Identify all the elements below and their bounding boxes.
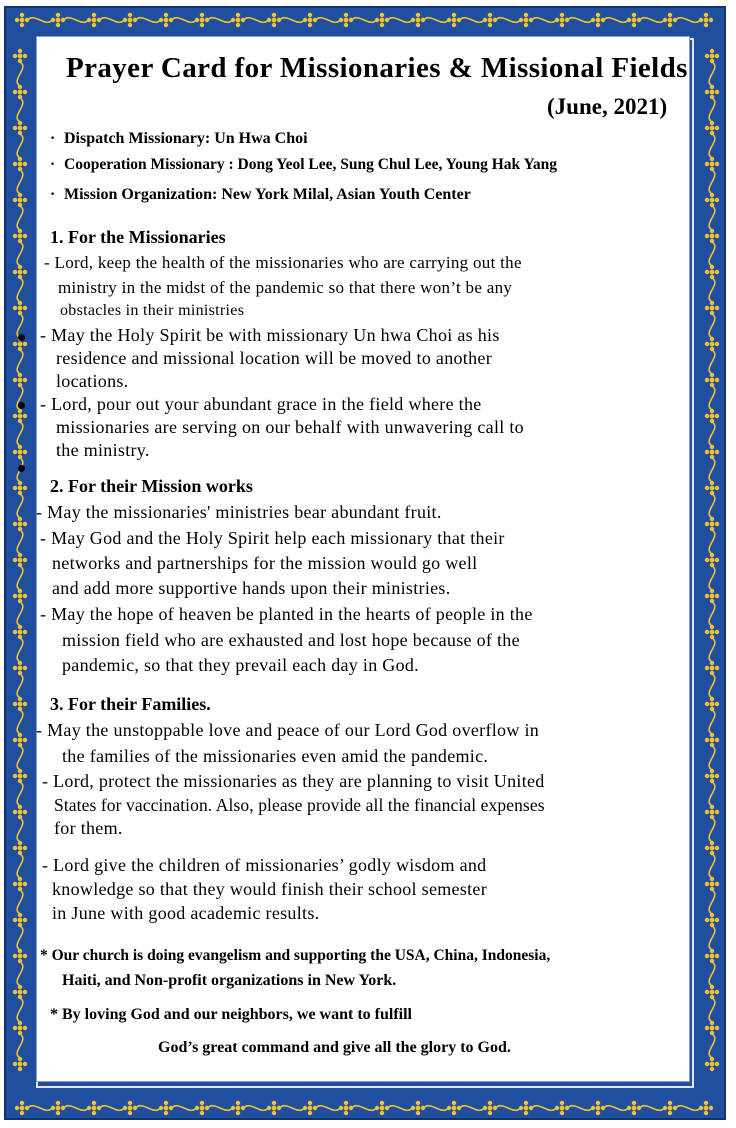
section-line: States for vaccination. Also, please provide all the financial expenses xyxy=(54,795,545,815)
section-line: pandemic, so that they prevail each day in God. xyxy=(62,655,419,675)
section-line: the ministry. xyxy=(56,440,150,460)
bullet-dot xyxy=(18,465,25,472)
church-note: * Our church is doing evangelism and supporting the USA, China, Indonesia, xyxy=(40,947,551,964)
section-line: mission field who are exhausted and lost hope because of the xyxy=(62,630,520,650)
section-line: ministry in the midst of the pandemic so that there won’t be any xyxy=(58,278,513,297)
section-heading: 2. For their Mission works xyxy=(50,476,253,496)
section-line: the families of the missionaries even amid the pandemic. xyxy=(62,746,489,766)
section-line: for them. xyxy=(54,818,123,838)
section-line: and add more supportive hands upon their ministries. xyxy=(52,578,451,598)
section-line: - May the missionaries' ministries bear abundant fruit. xyxy=(36,502,442,522)
church-note: Haiti, and Non-profit organizations in New York. xyxy=(62,972,397,989)
dispatch-missionary-line xyxy=(50,130,308,148)
section-line: obstacles in their ministries xyxy=(60,302,245,319)
cooperation-missionary-text: Cooperation Missionary : Dong Yeol Lee, Sung Chul Lee, Young Hak Yang xyxy=(64,156,558,173)
card-title: Prayer Card for Missionaries & Missional Fields xyxy=(66,52,688,84)
section-line: - May the unstoppable love and peace of our Lord God overflow in xyxy=(36,720,540,740)
section-line: locations. xyxy=(56,371,129,391)
closing-note: God’s great command and give all the glory to God. xyxy=(158,1039,511,1056)
bullet-dot xyxy=(18,402,25,409)
section-line: - May the Holy Spirit be with missionary Un hwa Choi as his xyxy=(40,325,500,345)
info-bullet: · xyxy=(50,156,56,173)
mission-organization-text: Mission Organization: New York Milal, Asian Youth Center xyxy=(64,186,471,203)
bullet-dot xyxy=(18,334,25,341)
section-line: - May the hope of heaven be planted in the hearts of people in the xyxy=(40,604,533,624)
closing-note: * By loving God and our neighbors, we want to fulfill xyxy=(50,1006,412,1023)
section-line: - Lord, pour out your abundant grace in the field where the xyxy=(40,394,482,414)
section-line: - Lord, protect the missionaries as they are planning to visit United xyxy=(42,771,545,791)
section-heading: 3. For their Families. xyxy=(50,694,211,714)
section-line: in June with good academic results. xyxy=(52,903,320,923)
section-line: missionaries are serving on our behalf with unwavering call to xyxy=(56,417,524,437)
section-line: residence and missional location will be moved to another xyxy=(56,348,492,368)
cooperation-missionary-line xyxy=(50,156,557,174)
info-bullet: · xyxy=(50,186,56,203)
info-bullet: · xyxy=(50,130,56,147)
section-line: knowledge so that they would finish their school semester xyxy=(52,879,488,899)
section-line: - May God and the Holy Spirit help each missionary that their xyxy=(40,528,505,548)
section-line: networks and partnerships for the mission would go well xyxy=(52,553,478,573)
mission-organization-line xyxy=(50,186,471,204)
dispatch-missionary-text: Dispatch Missionary: Un Hwa Choi xyxy=(64,130,308,147)
section-heading: 1. For the Missionaries xyxy=(50,227,226,247)
section-line: - Lord give the children of missionaries’ godly wisdom and xyxy=(42,855,487,875)
section-line: - Lord, keep the health of the missionaries who are carrying out the xyxy=(44,253,522,272)
card-date: (June, 2021) xyxy=(547,94,668,119)
